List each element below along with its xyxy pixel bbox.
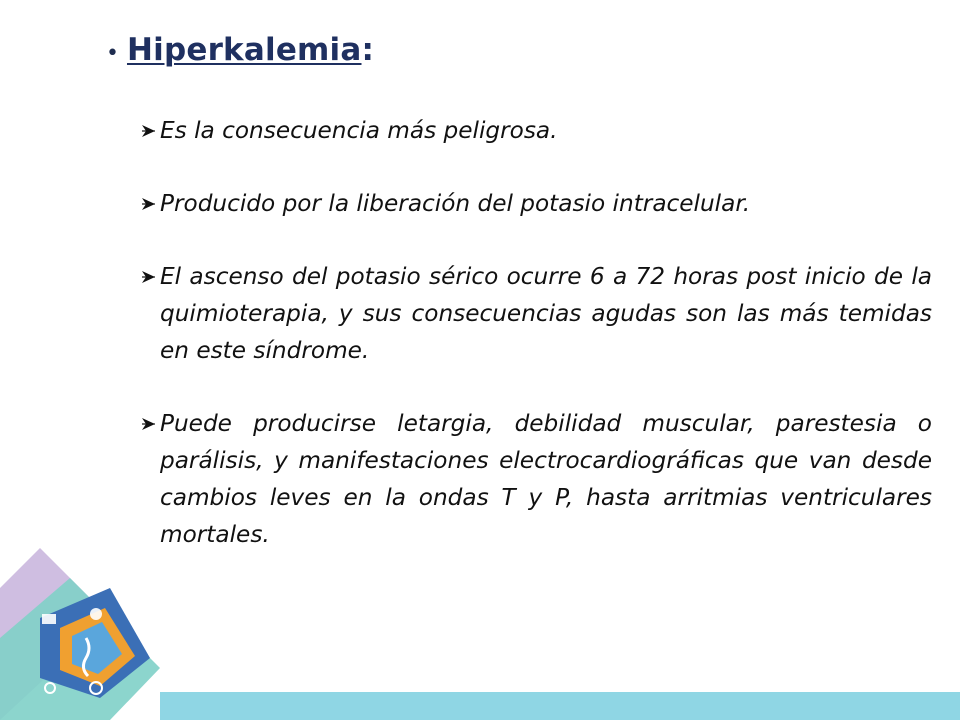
- list-item: [140, 258, 932, 369]
- footer-bar: [160, 692, 960, 720]
- list-item: [140, 112, 932, 149]
- arrow-bullet-icon: [140, 268, 158, 286]
- title-bullet: •: [106, 41, 119, 66]
- list-item-text: El ascenso del potasio sérico ocurre 6 a 72 horas post inicio de la quimioterapia, y sus consecuencias agudas son las más temidas en este síndrome.: [160, 263, 932, 364]
- list-item: [140, 405, 932, 553]
- slide-title: Hiperkalemia: [126, 32, 362, 68]
- slide-title-row: [106, 32, 374, 68]
- bullet-list: [140, 112, 932, 589]
- arrow-bullet-icon: [140, 122, 158, 140]
- list-item-text: Producido por la liberación del potasio intracelular.: [160, 190, 751, 217]
- list-item-text: Es la consecuencia más peligrosa.: [160, 117, 558, 144]
- list-item: [140, 185, 932, 222]
- list-item-text: Puede producirse letargia, debilidad muscular, parestesia o parálisis, y manifestaciones electrocardiográficas que van desde cambios leves en la ondas T y P, hasta arritmias ventriculares mortales.: [160, 410, 932, 548]
- title-colon: :: [361, 32, 374, 68]
- arrow-bullet-icon: [140, 415, 158, 433]
- arrow-bullet-icon: [140, 195, 158, 213]
